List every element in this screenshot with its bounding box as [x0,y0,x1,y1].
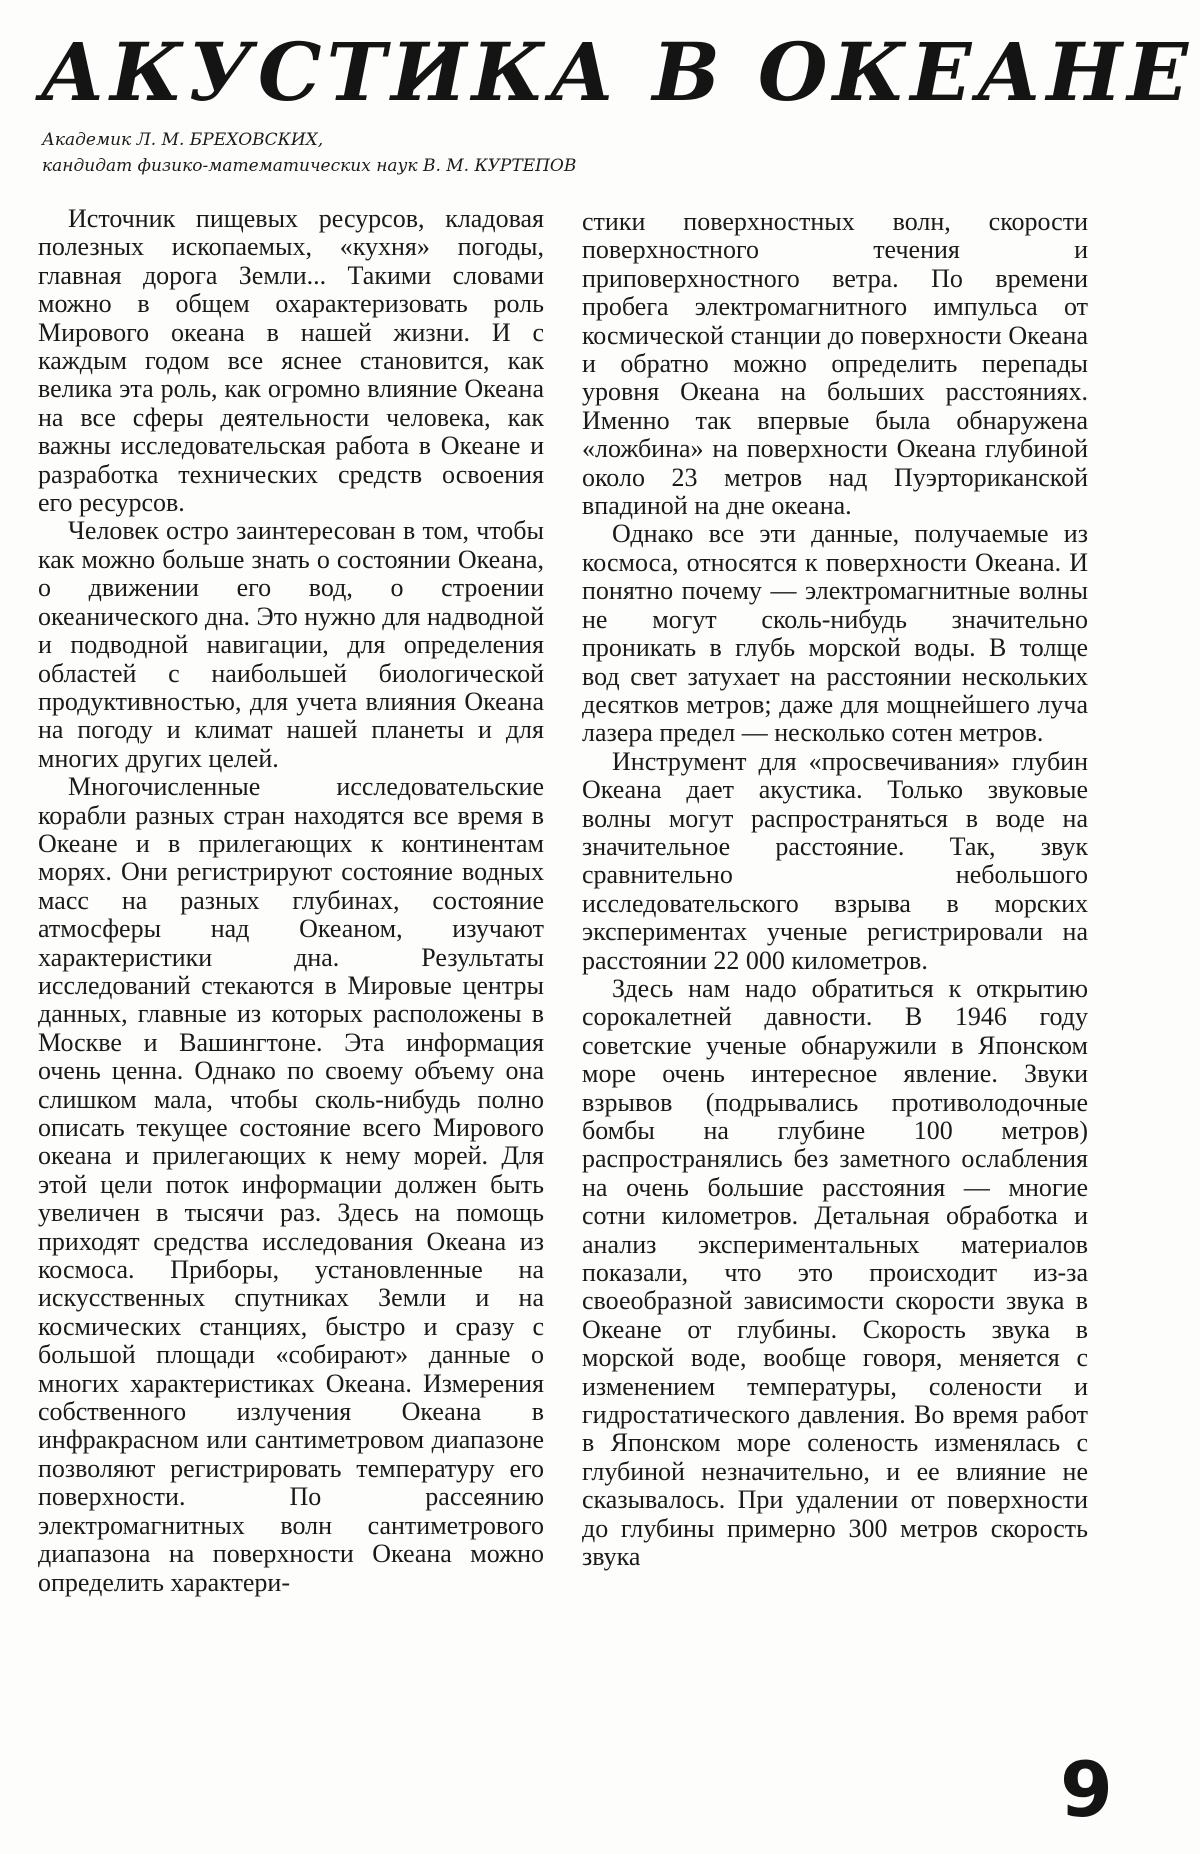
left-paragraph-1: Источник пищевых ресурсов, кладовая полезных ископаемых, «кухня» погоды, главная дорога Земли... Такими словами можно в общем охарактеризовать роль Мирового океана в нашей жизни. И с каждым годом все яснее становится, как велика эта роль, как огромно влияние Океана на все сферы деятельности человека, как важны исследовательская работа в Океане и разработка технических средств освоения его ресурсов. [38,204,544,518]
article-title: АКУСТИКА В ОКЕАНЕ [40,25,1194,119]
left-paragraph-3: Многочисленные исследовательские корабли разных стран находятся все время в Океане и в прилегающих к континентам морях. Они регистрируют состояние водных масс на разных глубинах, состояние атмосферы над Океаном, изучают характеристики дна. Результаты исследований стекаются в Мировые центры данных, главные из которых расположены в Москве и Вашингтоне. Эта информация очень ценна. Однако по своему объему она слишком мала, чтобы сколь-нибудь полно описать текущее состояние всего Мирового океана и прилегающих к нему морей. Для этой цели поток информации должен быть увеличен в тысячи раз. Здесь на помощь приходят средства исследования Океана из космоса. Приборы, установленные на искусственных спутниках Земли и на космических станциях, быстро и сразу с большой площади «собирают» данные о многих характеристиках Океана. Измерения собственного излучения Океана в инфракрасном или сантиметровом диапазоне позволяют регистрировать температуру его поверхности. По рассеянию электромагнитных волн сантиметрового диапазона на поверхности Океана можно определить характери- [38,772,544,1597]
author-line-1: Академик Л. М. БРЕХОВСКИХ, [42,130,324,150]
right-paragraph-4: Здесь нам надо обратиться к открытию сорокалетней давности. В 1946 году советские ученые обнаружили в Японском море очень интересное явление. Звуки взрывов (подрывались противолодочные бомбы на глубине 100 метров) распространялись без заметного ослабления на очень большие расстояния — многие сотни километров. Детальная обработка и анализ экспериментальных материалов показали, что это происходит из-за своеобразной зависимости скорости звука в Океане от глубины. Скорость звука в морской воде, вообще говоря, меняется с изменением температуры, солености и гидростатического давления. Во время работ в Японском море соленость изменялась с глубиной незначительно, и ее влияние не сказывалось. При удалении от поверхности до глубины примерно 300 метров скорость звука [582,973,1088,1572]
right-paragraph-3: Инструмент для «просвечивания» глубин Океана дает акустика. Только звуковые волны могут распространяться в воде на значительное расстояние. Так, звук сравнительно небольшого исследовательского взрыва в морских экспериментах ученые регистрировали на расстоянии 22 000 километров. [582,746,1088,975]
left-paragraph-2: Человек остро заинтересован в том, чтобы как можно больше знать о состоянии Океана, о движении его вод, о строении океанического дна. Это нужно для надводной и подводной навигации, для определения областей с наибольшей биологической продуктивностью, для учета влияния Океана на погоду и климат нашей планеты и для многих других целей. [38,516,544,773]
left-column [38,205,544,1597]
author-line-2: кандидат физико-математических наук В. М. КУРТЕПОВ [42,156,577,176]
article-authors [42,127,576,179]
right-paragraph-1: стики поверхностных волн, скорости поверхностного течения и приповерхностного ветра. По времени пробега электромагнитного импульса от космической станции до поверхности Океана и обратно можно определить перепады уровня Океана на больших расстояниях. Именно так впервые была обнаружена «ложбина» на поверхности Океана глубиной около 23 метров над Пуэрториканской впадиной на дне океана. [582,207,1088,521]
page-number: 9 [1060,1745,1113,1834]
right-paragraph-2: Однако все эти данные, получаемые из космоса, относятся к поверхности Океана. И понятно почему — электромагнитные волны не могут сколь-нибудь значительно проникать в глубь морской воды. В толще вод свет затухает на расстоянии нескольких десятков метров; даже для мощнейшего луча лазера предел — несколько сотен метров. [582,519,1088,748]
right-column [582,208,1088,1572]
